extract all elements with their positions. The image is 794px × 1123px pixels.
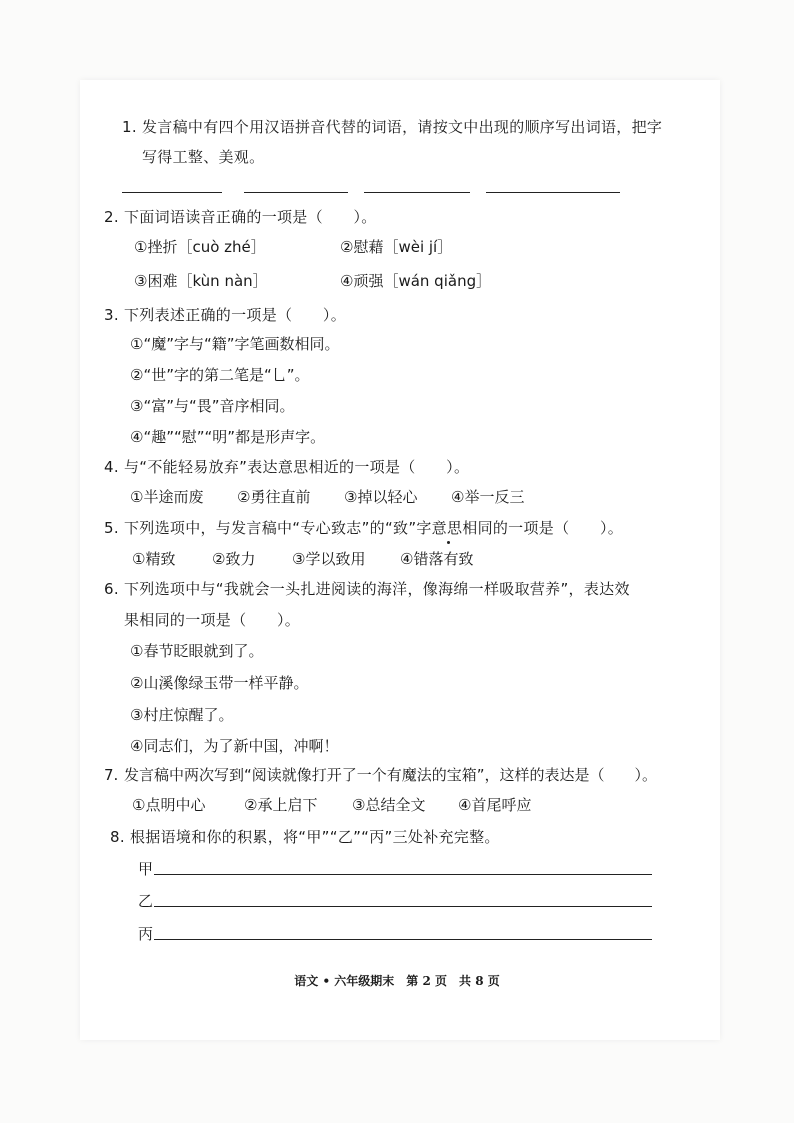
fill-row-label: 丙 xyxy=(138,925,154,943)
option-a[interactable]: ①点明中心 xyxy=(132,796,206,814)
question-number: 4. xyxy=(104,458,119,476)
question-number: 3. xyxy=(104,306,119,324)
question-5 xyxy=(104,517,623,539)
option-c[interactable]: ③总结全文 xyxy=(352,796,426,814)
fill-row-bing[interactable] xyxy=(138,923,153,945)
option-b[interactable]: ②承上启下 xyxy=(244,796,318,814)
option-b[interactable]: ②勇往直前 xyxy=(237,488,311,506)
question-4 xyxy=(104,456,469,478)
option-a[interactable]: ①精致 xyxy=(132,550,176,568)
option-c[interactable]: ③“富”与“畏”音序相同。 xyxy=(130,397,295,415)
answer-line[interactable] xyxy=(154,906,652,907)
option-b[interactable]: ②致力 xyxy=(212,550,256,568)
option-a[interactable]: ①挫折［cuò zhé］ xyxy=(134,238,266,256)
question-2 xyxy=(104,206,377,228)
question-number: 5. xyxy=(104,519,119,537)
question-number: 2. xyxy=(104,208,119,226)
fill-row-yi[interactable] xyxy=(138,890,153,912)
question-6 xyxy=(104,578,630,600)
option-d[interactable]: ④顽强［wán qiǎng］ xyxy=(340,272,492,290)
option-b[interactable]: ②山溪像绿玉带一样平静。 xyxy=(130,674,309,692)
option-b[interactable]: ②慰藉［wèi jí］ xyxy=(340,238,453,256)
question-number: 1. xyxy=(122,118,137,136)
emphasis-dot xyxy=(447,541,450,544)
question-text: 发言稿中两次写到“阅读就像打开了一个有魔法的宝箱”，这样的表达是（ ）。 xyxy=(124,766,658,784)
question-7 xyxy=(104,764,657,786)
answer-blank-1[interactable] xyxy=(122,192,222,193)
option-d[interactable]: ④“趣”“慰”“明”都是形声字。 xyxy=(130,428,326,446)
fill-row-label: 乙 xyxy=(138,892,154,910)
question-1 xyxy=(122,116,662,138)
question-text: 与“不能轻易放弃”表达意思相近的一项是（ ）。 xyxy=(124,458,470,476)
question-1-continued: 写得工整、美观。 xyxy=(142,148,265,166)
option-a[interactable]: ①春节眨眼就到了。 xyxy=(130,642,264,660)
option-d[interactable]: ④错落有致 xyxy=(400,550,474,568)
question-text: 下列表述正确的一项是（ ）。 xyxy=(124,306,347,324)
option-d[interactable]: ④首尾呼应 xyxy=(458,796,532,814)
answer-blank-4[interactable] xyxy=(486,192,620,193)
question-number: 7. xyxy=(104,766,119,784)
question-6-continued: 果相同的一项是（ ）。 xyxy=(124,611,301,629)
fill-row-label: 甲 xyxy=(138,860,154,878)
question-text: 下列选项中，与发言稿中“专心致志”的“致”字意思相同的一项是（ ）。 xyxy=(124,519,624,537)
question-3 xyxy=(104,304,346,326)
page-footer: 语文 • 六年级期末 第 2 页 共 8 页 xyxy=(294,974,500,988)
option-d[interactable]: ④举一反三 xyxy=(451,488,525,506)
option-a[interactable]: ①半途而废 xyxy=(130,488,204,506)
answer-line[interactable] xyxy=(154,874,652,875)
answer-blank-3[interactable] xyxy=(364,192,470,193)
question-text: 下面词语读音正确的一项是（ ）。 xyxy=(124,208,377,226)
answer-line[interactable] xyxy=(154,939,652,940)
option-c[interactable]: ③掉以轻心 xyxy=(344,488,418,506)
option-b[interactable]: ②“世”字的第二笔是“乚”。 xyxy=(130,366,310,384)
option-c[interactable]: ③困难［kùn nàn］ xyxy=(134,272,268,290)
question-number: 8. xyxy=(110,828,125,846)
question-text: 根据语境和你的积累，将“甲”“乙”“丙”三处补充完整。 xyxy=(130,828,500,846)
question-text: 下列选项中与“我就会一头扎进阅读的海洋，像海绵一样吸取营养”，表达效 xyxy=(124,580,630,598)
answer-blank-2[interactable] xyxy=(244,192,348,193)
option-c[interactable]: ③学以致用 xyxy=(292,550,366,568)
question-text: 发言稿中有四个用汉语拼音代替的词语，请按文中出现的顺序写出词语，把字 xyxy=(142,118,663,136)
option-c[interactable]: ③村庄惊醒了。 xyxy=(130,706,234,724)
question-number: 6. xyxy=(104,580,119,598)
question-8 xyxy=(110,826,500,848)
option-a[interactable]: ①“魔”字与“籍”字笔画数相同。 xyxy=(130,335,340,353)
fill-row-jia[interactable] xyxy=(138,858,153,880)
option-d[interactable]: ④同志们，为了新中国，冲啊！ xyxy=(130,737,339,755)
